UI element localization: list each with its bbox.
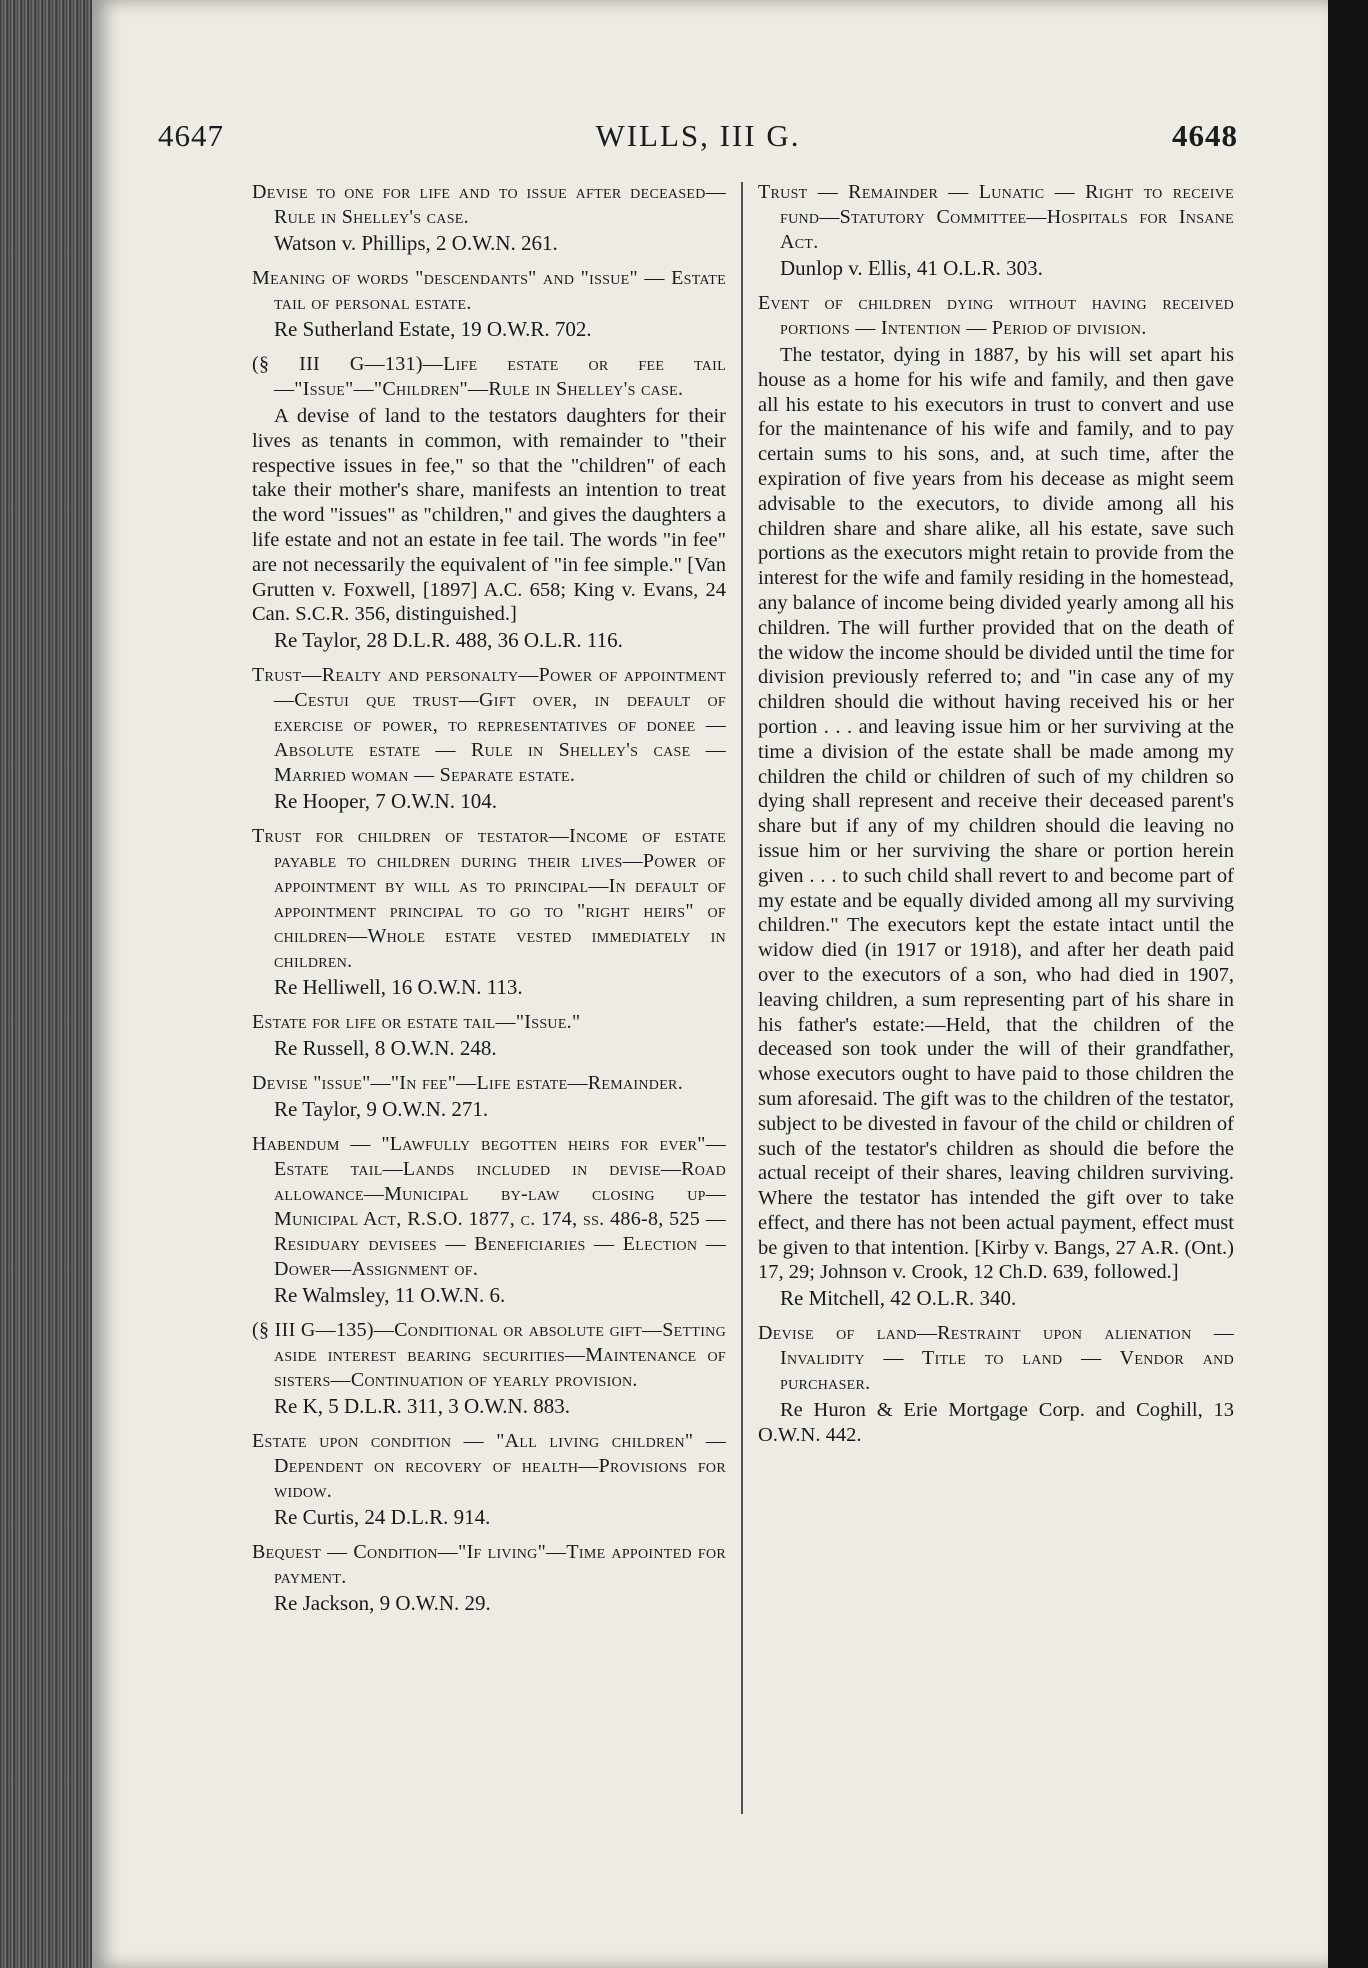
case-citation: Watson v. Phillips, 2 O.W.N. 261. <box>274 231 558 255</box>
case-citation: Re Russell, 8 O.W.N. 248. <box>274 1036 497 1061</box>
entry-heading: Trust for children of testator—Income of estate payable to children during their lives—Power of appointment by will as to principal—In default of appointment principal to go to "right heirs" of children—Whole estate vested immediately in children. <box>252 825 726 973</box>
case-citation: Re Hooper, 7 O.W.N. 104. <box>274 789 497 814</box>
case-citation: Re Taylor, 9 O.W.N. 271. <box>274 1097 489 1122</box>
entry-heading: Estate upon condition — "All living children" — Dependent on recovery of health—Provisions for widow. <box>252 1430 726 1503</box>
running-title: WILLS, III G. <box>595 118 801 153</box>
entry-body: The testator, dying in 1887, by his will set apart his house as a home for his wife and family, and then gave all his estate to his executors in trust to convert and use for the maintenance of his wife and family, and to pay certain sums to his sons, and, at such time, after the expiration of five years from his decease as might seem advisable to the executors, to divide among all his children share and share alike, all his estate, save such portions as the executors might retain to provide from the interest for the wife and family residing in the homestead, any balance of income being divided yearly among all his children. The will further provided that on the death of the widow the income should be divided until the time for division previously referred to; and "in case any of my children should die without having received his or her portion . . . and leaving issue him or her surviving at the time a division of the estate shall be made among my children the child or children of such of my children so dying shall represent and receive their deceased parent's share but if any of my children should die leaving no issue him or her surviving the share or portion herein given . . . to such child shall revert to and become part of my estate and be equally divided among all my surviving children." The executors kept the estate intact until the widow died (in 1917 or 1918), and after her death paid over to the executors of a son, who had died in 1907, leaving children, a sum representing part of his share in his father's estate:—Held, that the children of the deceased son took under the will of their grandfather, whose executors ought to have paid to those children the sum aforesaid. The gift was to the children of the testator, subject to be divested in favour of the child or children of such of the testator's children as should die before the actual receipt of their shares, leaving children surviving. Where the testator has intended the gift over to take effect, and there has not been actual payment, effect must be given to that intention. [Kirby v. Bangs, 27 A.R. (Ont.) 17, 29; Johnson v. Crook, 12 Ch.D. 639, followed.] <box>758 344 1234 1284</box>
page-edge <box>1328 0 1368 1968</box>
entry-heading: Devise to one for life and to issue after deceased—Rule in Shelley's case. <box>252 181 726 228</box>
case-citation: Re Curtis, 24 D.L.R. 914. <box>274 1505 491 1530</box>
digest-entry <box>252 1132 726 1308</box>
entry-heading: Meaning of words "descendants" and "issue" — Estate tail of personal estate. <box>252 267 726 314</box>
digest-entry <box>252 1318 726 1419</box>
case-citation: Re Helliwell, 16 O.W.N. 113. <box>274 975 523 1000</box>
entry-heading: (§ III G—131)—Life estate or fee tail—"Issue"—"Children"—Rule in Shelley's case. <box>252 353 726 400</box>
entry-heading: Event of children dying without having received portions — Intention — Period of division. <box>758 292 1234 339</box>
entry-heading: Trust — Remainder — Lunatic — Right to receive fund—Statutory Committee—Hospitals for Insane Act. <box>758 181 1234 253</box>
case-citation: Re Sutherland Estate, 19 O.W.R. 702. <box>274 317 592 341</box>
page-number-right: 4648 <box>1172 118 1238 153</box>
case-citation: Re Taylor, 28 D.L.R. 488, 36 O.L.R. 116. <box>274 628 623 653</box>
digest-entry <box>758 1321 1234 1448</box>
right-column <box>758 180 1234 1458</box>
digest-entry <box>252 824 726 1000</box>
case-citation: Re K, 5 D.L.R. 311, 3 O.W.N. 883. <box>274 1394 570 1419</box>
digest-entry <box>252 180 726 256</box>
left-column <box>252 180 726 1626</box>
digest-entry <box>252 266 726 342</box>
case-citation: Dunlop v. Ellis, 41 O.L.R. 303. <box>780 256 1043 280</box>
entry-heading: Trust—Realty and personalty—Power of appointment—Cestui que trust—Gift over, in default of exercise of power, to representatives of donee — Absolute estate — Rule in Shelley's case — Married woman — Separate estate. <box>252 664 726 787</box>
digest-entry <box>252 352 726 653</box>
digest-entry <box>252 1071 726 1122</box>
digest-entry <box>252 663 726 814</box>
entry-body: A devise of land to the testators daughters for their lives as tenants in common, with remainder to "their respective issues in fee," so that the "children" of each take their mother's share, manifests an intention to treat the word "issues" as "children," and gives the daughters a life estate and not an estate in fee tail. The words "in fee" are not necessarily the equivalent of "in fee simple." [Van Grutten v. Foxwell, [1897] A.C. 658; King v. Evans, 24 Can. S.C.R. 356, distinguished.] <box>252 405 726 626</box>
running-header <box>158 118 1238 162</box>
digest-entry <box>758 180 1234 281</box>
page-number-left: 4647 <box>158 118 224 153</box>
digest-entry <box>758 291 1234 1311</box>
entry-heading: Estate for life or estate tail—"Issue." <box>252 1011 581 1034</box>
entry-heading: Devise "issue"—"In fee"—Life estate—Remainder. <box>252 1072 683 1095</box>
entry-body: Re Huron & Erie Mortgage Corp. and Coghill, 13 O.W.N. 442. <box>758 1399 1234 1447</box>
book-spine <box>0 0 92 1968</box>
case-citation: Re Mitchell, 42 O.L.R. 340. <box>780 1286 1017 1311</box>
entry-heading: Bequest — Condition—"If living"—Time appointed for payment. <box>252 1541 726 1589</box>
case-citation: Re Jackson, 9 O.W.N. 29. <box>274 1591 491 1616</box>
case-citation: Re Walmsley, 11 O.W.N. 6. <box>274 1283 506 1308</box>
column-divider <box>741 182 743 1814</box>
entry-heading: (§ III G—135)—Conditional or absolute gift—Setting aside interest bearing securities—Maintenance of sisters—Continuation of yearly provision. <box>252 1319 726 1392</box>
digest-entry <box>252 1010 726 1061</box>
digest-entry <box>252 1429 726 1530</box>
entry-heading: Devise of land—Restraint upon alienation — Invalidity — Title to land — Vendor and purchaser. <box>758 1322 1234 1395</box>
entry-heading: Habendum — "Lawfully begotten heirs for ever"—Estate tail—Lands included in devise—Road allowance—Municipal by-law closing up—Municipal Act, R.S.O. 1877, c. 174, ss. 486-8, 525 — Residuary devisees — Beneficiaries — Election — Dower—Assignment of. <box>252 1133 726 1281</box>
digest-entry <box>252 1540 726 1616</box>
